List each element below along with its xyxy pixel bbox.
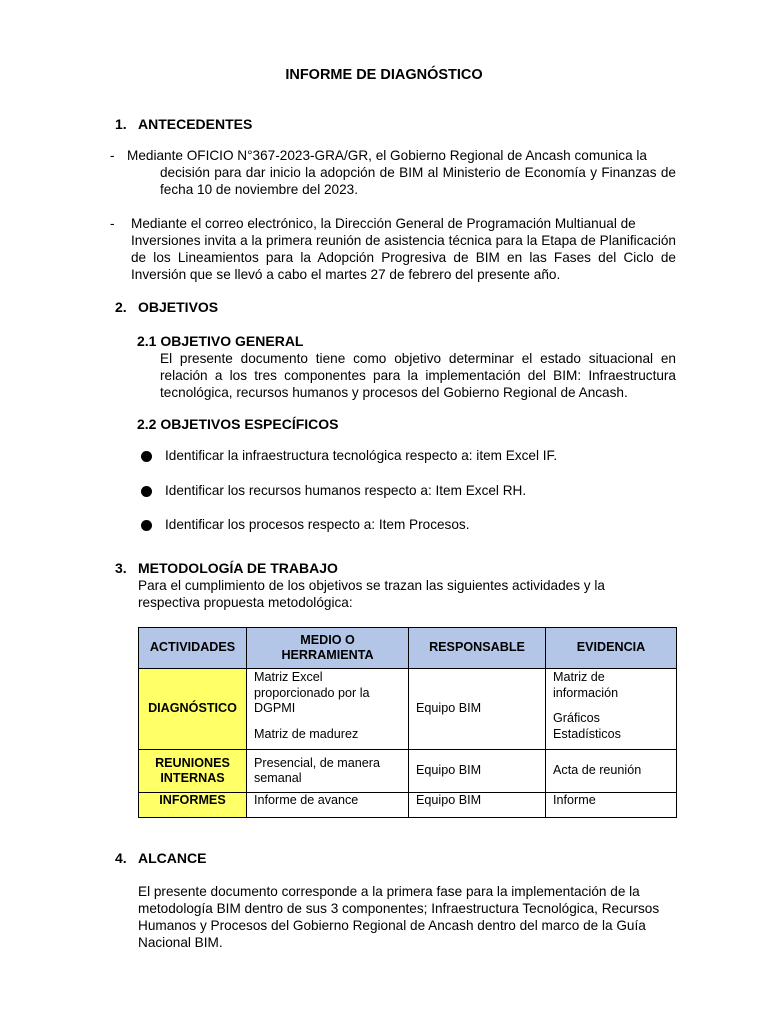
bullet-dot-icon <box>141 520 152 531</box>
alcance-text: El presente documento corresponde a la primera fase para la implementación de la metodología BIM dentro de sus 3 componentes; Infraestructura Tecnológica, Recursos Humanos y Procesos del Gobierno Regional de Ancash dentro del marco de la Guía Nacional BIM. <box>138 884 660 950</box>
bullet-dot-icon <box>141 486 152 497</box>
responsable-cell: Equipo BIM <box>409 750 546 793</box>
section-heading-alcance: 4. ALCANCE <box>115 850 207 866</box>
column-header: MEDIO O HERRAMIENTA <box>247 628 409 669</box>
column-header: RESPONSABLE <box>409 628 546 669</box>
methodology-table <box>138 627 677 818</box>
evidencia-cell: Informe <box>546 793 677 818</box>
table-header-row <box>139 628 677 669</box>
activity-cell: INFORMES <box>139 793 247 818</box>
medio-cell: Matriz Excel proporcionado por la DGPMI Matriz de madurez <box>247 669 409 750</box>
table-row <box>139 669 677 750</box>
medio-cell: Informe de avance <box>247 793 409 818</box>
column-header: EVIDENCIA <box>546 628 677 669</box>
table-row <box>139 793 677 818</box>
subheading-objetivo-general: 2.1 OBJETIVO GENERAL <box>137 333 304 349</box>
table-row <box>139 750 677 793</box>
antecedente-first-line: Mediante OFICIO N°367-2023-GRA/GR, el Gobierno Regional de Ancash comunica la <box>127 148 647 163</box>
antecedente-text: Inversiones invita a la primera reunión de asistencia técnica para la Etapa de Planificación de los Lineamientos para la Adopción Progresiva de BIM en las Fases del Ciclo de Inversión que se llevó a cabo el martes 27 de febrero del presente año. <box>131 233 676 282</box>
section-heading-objetivos: 2. OBJETIVOS <box>115 299 219 315</box>
bullet-dot-icon <box>141 451 152 462</box>
subheading-objetivos-especificos: 2.2 OBJETIVOS ESPECÍFICOS <box>137 416 339 432</box>
antecedente-first-line: Mediante el correo electrónico, la Dirección General de Programación Multianual de <box>131 216 636 231</box>
antecedente-text: decisión para dar inicio la adopción de BIM al Ministerio de Economía y Finanzas de fecha 10 de noviembre del 2023. <box>160 165 676 197</box>
document-title: INFORME DE DIAGNÓSTICO <box>285 67 483 83</box>
responsable-cell: Equipo BIM <box>409 669 546 750</box>
medio-cell: Presencial, de manera semanal <box>247 750 409 793</box>
section-heading-antecedentes: 1. ANTECEDENTES <box>115 116 253 132</box>
objetivo-general-text: El presente documento tiene como objetivo determinar el estado situacional en relación a los tres componentes para la implementación del BIM: Infraestructura tecnológica, recursos humanos y procesos del Gobierno Regional de Ancash. <box>160 351 676 400</box>
activity-cell: REUNIONES INTERNAS <box>139 750 247 793</box>
activity-cell: DIAGNÓSTICO <box>139 669 247 750</box>
document-page: INFORME DE DIAGNÓSTICO 1. ANTECEDENTES - Mediante OFICIO N°367-2023-GRA/GR, el Gobierno Regional de Ancash comunica la decisión para dar inicio la adopción de BIM al Ministerio de Economía y Finanzas de fecha 10 de noviembre del 2023. - Mediante el correo electrónico, la Dirección General de Programación Multianual de Inversiones invita a la primera reunión de asistencia técnica para la Etapa de Planificación de los Lineamientos para la Adopción Progresiva de BIM en las Fases del Ciclo de Inversión que se llevó a cabo el martes 27 de febrero del presente año. 2. OBJETIVOS 2.1 OBJETIVO GENERAL El presente documento tiene como objetivo determinar el estado situacional en relación a los tres componentes para la implementación del BIM: Infraestructura tecnológica, recursos humanos y procesos del Gobierno Regional de Ancash. 2.2 OBJETIVOS ESPECÍFICOS Identificar la infraestructura tecnológica respecto a: item Excel IF. Identificar los recursos humanos respecto a: Item Excel RH. Identificar los procesos respecto a: Item Procesos. 3. METODOLOGÍA DE TRABAJO Para el cumplimiento de los objetivos se trazan las siguientes actividades y la respectiva propuesta metodológica: ACTIVIDADES MEDIO O HERRAMIENTA RESPONSABLE EVIDENCIA DIAGNÓSTICO Matriz Excel proporcionado por la DGPMI Matriz de madurez Equipo BIM Matriz de información Gráficos Estadísticos REUNIONES INTERNAS Presencial, de manera semanal Equipo BIM Acta de reunión INFORMES Informe de avance Equipo BIM Informe 4. ALCANCE El presente documento corresponde a la primera fase para la implementación de la metodología BIM dentro de sus 3 componentes; Infraestructura Tecnológica, Recursos Humanos y Procesos del Gobierno Regional de Ancash dentro del marco de la Guía Nacional BIM. <box>0 0 768 1024</box>
evidencia-cell: Acta de reunión <box>546 750 677 793</box>
evidencia-cell: Matriz de información Gráficos Estadísticos <box>546 669 677 750</box>
section-heading-metodologia: 3. METODOLOGÍA DE TRABAJO <box>115 560 338 576</box>
metodologia-intro: Para el cumplimiento de los objetivos se trazan las siguientes actividades y la respectiva propuesta metodológica: <box>138 578 605 610</box>
responsable-cell: Equipo BIM <box>409 793 546 818</box>
column-header: ACTIVIDADES <box>139 628 247 669</box>
